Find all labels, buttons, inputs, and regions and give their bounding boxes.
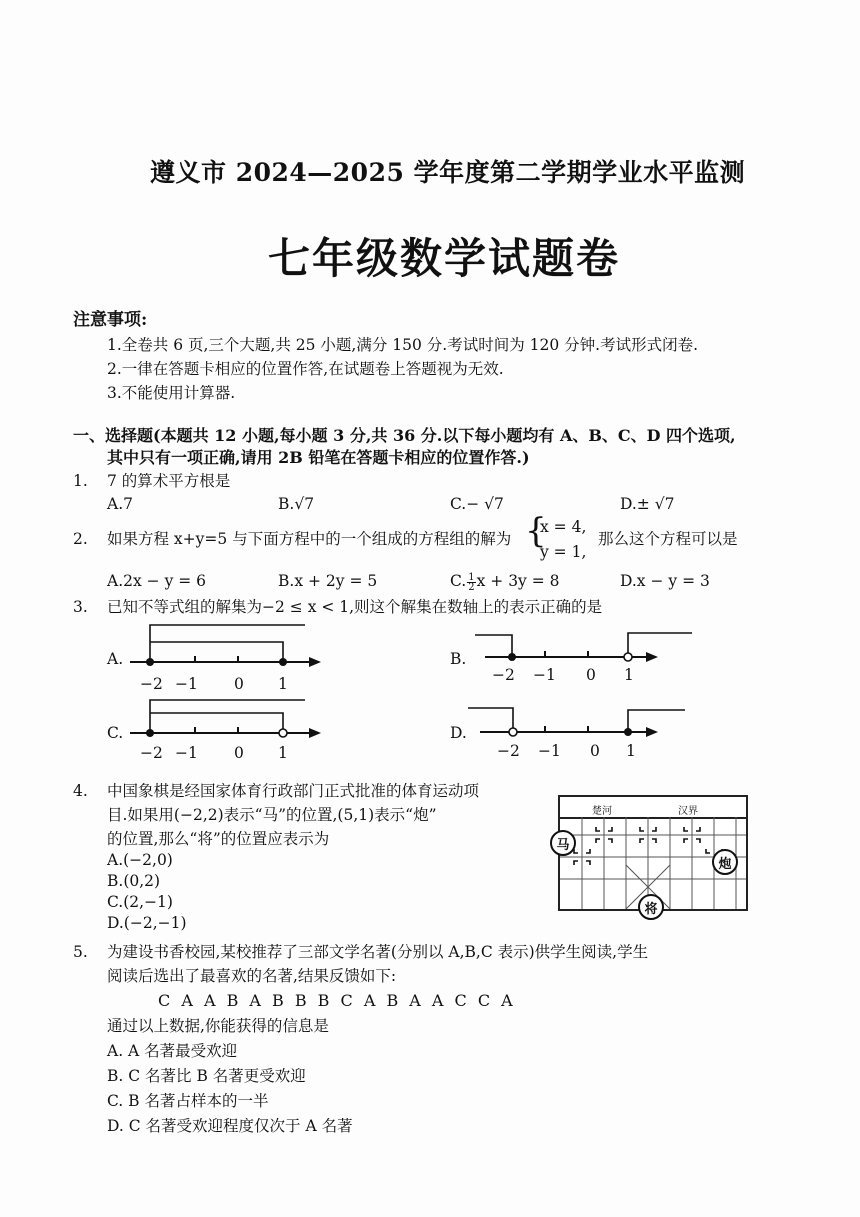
- q1-option-b: B.√7: [278, 495, 315, 513]
- q3-a-tick-0: 0: [234, 675, 244, 693]
- q1-option-c: C.− √7: [450, 495, 504, 513]
- exam-title: 七年级数学试题卷: [268, 234, 621, 283]
- section1-heading: 一、选择题(本题共 12 小题,每小题 3 分,共 36 分.以下每小题均有 A、B、C、D 四个选项,: [73, 426, 736, 445]
- q2-option-c-prefix: C.: [450, 572, 467, 590]
- q3-stem: 已知不等式组的解集为−2 ≤ x < 1,则这个解集在数轴上的表示正确的是: [107, 598, 603, 616]
- q4-option-b: B.(0,2): [107, 872, 161, 890]
- q3-option-d-label: D.: [450, 724, 467, 742]
- q3-c-tick-1: 1: [278, 744, 288, 762]
- q1-stem: 7 的算术平方根是: [107, 472, 231, 490]
- q3-option-c-label: C.: [107, 724, 124, 742]
- river-left-text: 楚河: [592, 806, 612, 817]
- chess-piece-pao: 炮: [712, 849, 738, 875]
- q3-b-tick-neg1: −1: [533, 666, 556, 684]
- q5-option-c: C. B 名著占样本的一半: [107, 1092, 269, 1110]
- q2-system-line-2: y = 1,: [540, 543, 587, 561]
- q3-c-tick-0: 0: [234, 744, 244, 762]
- chess-piece-ma: 马: [550, 830, 576, 856]
- q3-d-tick-neg2: −2: [497, 742, 520, 760]
- q3-number: 3.: [73, 598, 88, 616]
- q2-option-a: A.2x − y = 6: [107, 572, 207, 590]
- notes-heading: 注意事项:: [73, 310, 148, 330]
- q3-option-a-label: A.: [107, 650, 124, 668]
- q4-option-c: C.(2,−1): [107, 893, 173, 911]
- q2-option-b: B.x + 2y = 5: [278, 572, 378, 590]
- q5-option-a: A. A 名著最受欢迎: [107, 1042, 238, 1060]
- q1-option-a: A.7: [107, 495, 133, 513]
- q1-number: 1.: [73, 472, 88, 490]
- q2-option-c-fraction: [467, 573, 475, 592]
- q5-number: 5.: [73, 943, 88, 961]
- q3-b-tick-0: 0: [586, 666, 596, 684]
- q3-d-tick-1: 1: [626, 742, 636, 760]
- q5-option-b: B. C 名著比 B 名著更受欢迎: [107, 1067, 306, 1085]
- exam-subtitle: 遵义市 2024—2025 学年度第二学期学业水平监测: [150, 158, 746, 187]
- q3-b-tick-1: 1: [624, 666, 634, 684]
- q2-option-c: [450, 569, 560, 593]
- q5-stem-2: 阅读后选出了最喜欢的名著,结果反馈如下:: [107, 967, 397, 985]
- q4-stem-1: 中国象棋是经国家体育行政部门正式批准的体育运动项: [107, 782, 480, 800]
- q5-stem-3: 通过以上数据,你能获得的信息是: [107, 1017, 329, 1035]
- q3-c-tick-neg2: −2: [140, 744, 163, 762]
- q4-stem-2: 目.如果用(−2,2)表示“马”的位置,(5,1)表示“炮”: [107, 806, 437, 824]
- q4-option-a: A.(−2,0): [107, 851, 173, 869]
- q5-data-sequence: C A A B A B B B C A B A A C C A: [158, 991, 514, 1010]
- chess-river: [560, 797, 746, 819]
- q3-a-tick-neg1: −1: [175, 675, 198, 693]
- q2-number: 2.: [73, 530, 88, 548]
- q2-stem: 如果方程 x+y=5 与下面方程中的一个组成的方程组的解为: [107, 530, 512, 548]
- q3-number-line-d: [465, 700, 690, 740]
- q3-a-tick-neg2: −2: [140, 675, 163, 693]
- q3-d-tick-0: 0: [590, 742, 600, 760]
- chess-board: [556, 795, 748, 917]
- q2-fraction-denominator: 2: [468, 581, 475, 593]
- note-3: 3.不能使用计算器.: [107, 384, 236, 402]
- chess-piece-jiang: 将: [638, 894, 664, 920]
- q2-option-d: D.x − y = 3: [620, 572, 710, 590]
- q4-option-d: D.(−2,−1): [107, 914, 187, 932]
- section1-heading-cont: 其中只有一项正确,请用 2B 铅笔在答题卡相应的位置作答.): [107, 448, 530, 467]
- q3-a-tick-1: 1: [278, 675, 288, 693]
- q5-option-d: D. C 名著受欢迎程度仅次于 A 名著: [107, 1117, 353, 1135]
- q3-d-tick-neg1: −1: [538, 742, 561, 760]
- q1-option-d: D.± √7: [620, 495, 675, 513]
- q4-number: 4.: [73, 782, 88, 800]
- river-right-text: 汉界: [678, 806, 698, 817]
- q3-number-line-c: [125, 695, 325, 745]
- q2-brace: {: [525, 511, 547, 551]
- q3-b-tick-neg2: −2: [492, 666, 515, 684]
- q5-stem-1: 为建设书香校园,某校推荐了三部文学名著(分别以 A,B,C 表示)供学生阅读,学生: [107, 943, 649, 961]
- q2-system-line-1: x = 4,: [540, 518, 587, 536]
- q4-stem-3: 的位置,那么“将”的位置应表示为: [107, 830, 330, 848]
- q3-c-tick-neg1: −1: [175, 744, 198, 762]
- q3-option-b-label: B.: [450, 650, 467, 668]
- note-2: 2.一律在答题卡相应的位置作答,在试题卷上答题视为无效.: [107, 360, 504, 378]
- note-1: 1.全卷共 6 页,三个大题,共 25 小题,满分 150 分.考试时间为 120 分钟.考试形式闭卷.: [107, 336, 699, 354]
- q2-fraction-numerator: 1: [468, 571, 475, 583]
- q2-stem-tail: 那么这个方程可以是: [598, 530, 738, 548]
- q2-option-c-suffix: x + 3y = 8: [476, 572, 560, 590]
